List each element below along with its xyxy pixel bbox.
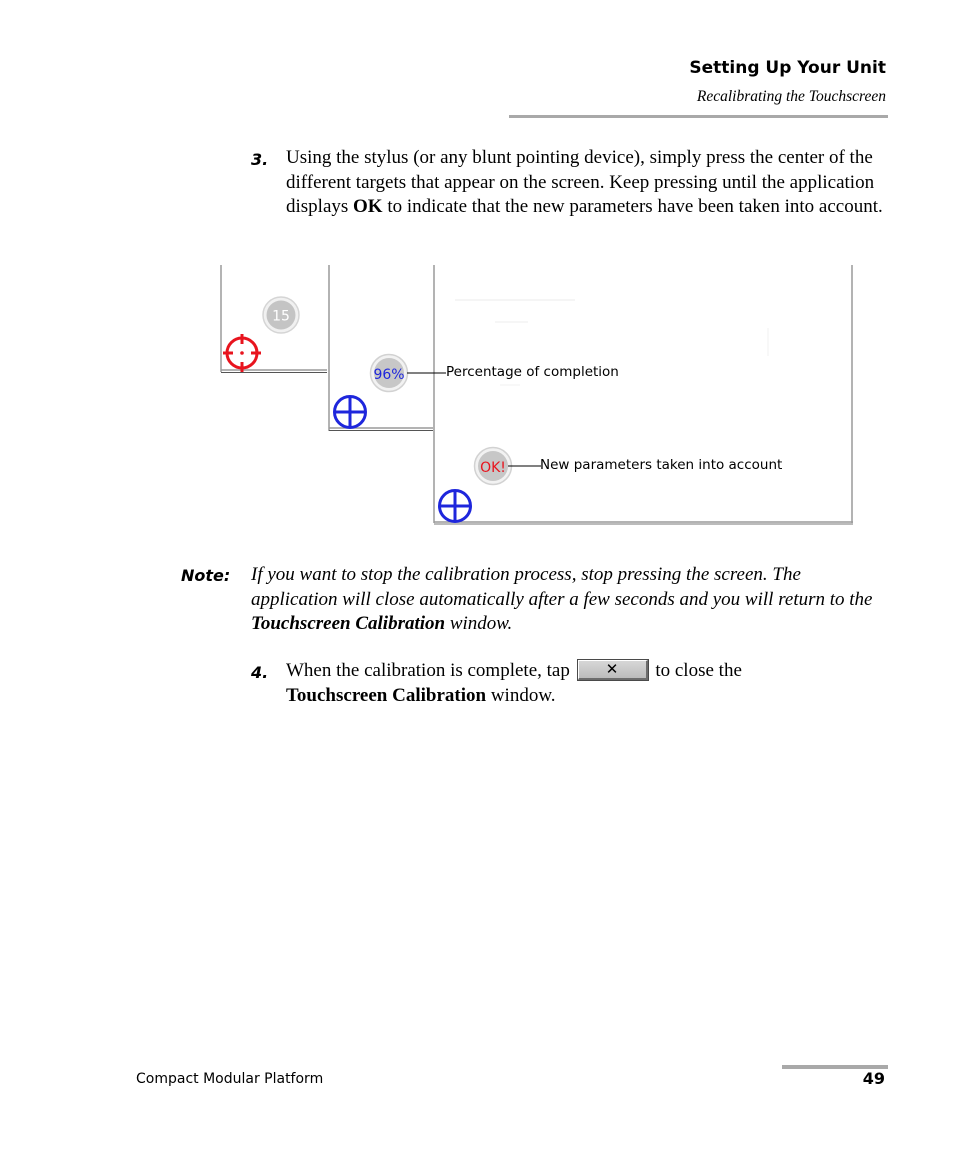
calibration-frame-3 <box>434 265 853 524</box>
note-text <box>251 563 891 637</box>
progress-badge <box>371 355 408 392</box>
countdown-badge <box>263 297 299 333</box>
running-header-subtitle: Recalibrating the Touchscreen <box>696 88 886 105</box>
step-4-number: 4. <box>251 663 269 682</box>
blue-target-icon <box>335 397 366 428</box>
blue-target-icon <box>440 491 471 522</box>
note-label: Note: <box>181 566 231 585</box>
step-4-text-continued <box>286 684 556 709</box>
step-3-number: 3. <box>251 150 269 169</box>
calibration-frame-2 <box>329 265 433 431</box>
callout-progress-label: Percentage of completion <box>446 364 619 380</box>
step-4-text-part: window. <box>486 685 556 706</box>
running-header-title: Setting Up Your Unit <box>689 58 886 78</box>
red-crosshair-target-icon <box>223 334 261 372</box>
countdown-text: 15 <box>272 308 290 325</box>
callout-ok-label: New parameters taken into account <box>540 457 783 473</box>
footer-product-name: Compact Modular Platform <box>136 1071 324 1087</box>
note-text-part: If you want to stop the calibration process, stop pressing the screen. The application will close automatically after a few seconds and you will return to the <box>251 564 873 610</box>
progress-percent-text: 96% <box>373 367 405 383</box>
step-4-text-part: When the calibration is complete, tap <box>286 660 570 681</box>
step-4-text-part: to close the <box>655 660 742 681</box>
step-3-ok-bold: OK <box>353 196 383 218</box>
note-text-part: window. <box>445 613 513 635</box>
note-bold-window-name: Touchscreen Calibration <box>251 613 446 635</box>
step-3-text-part: to indicate that the new parameters have been taken into account. <box>382 196 883 218</box>
page-number: 49 <box>862 1069 885 1088</box>
step-4-text <box>286 659 742 684</box>
calibration-figure <box>0 0 954 540</box>
step-3-text-part: Using the stylus (or any blunt pointing device), simply press the center of the different targets that appear on the screen. Keep pressing until the application displays <box>286 147 875 218</box>
close-button[interactable]: ✕ <box>578 660 648 680</box>
ok-text: OK! <box>480 460 506 476</box>
step-4-bold-window-name: Touchscreen Calibration <box>286 685 487 706</box>
ok-badge <box>475 448 512 485</box>
